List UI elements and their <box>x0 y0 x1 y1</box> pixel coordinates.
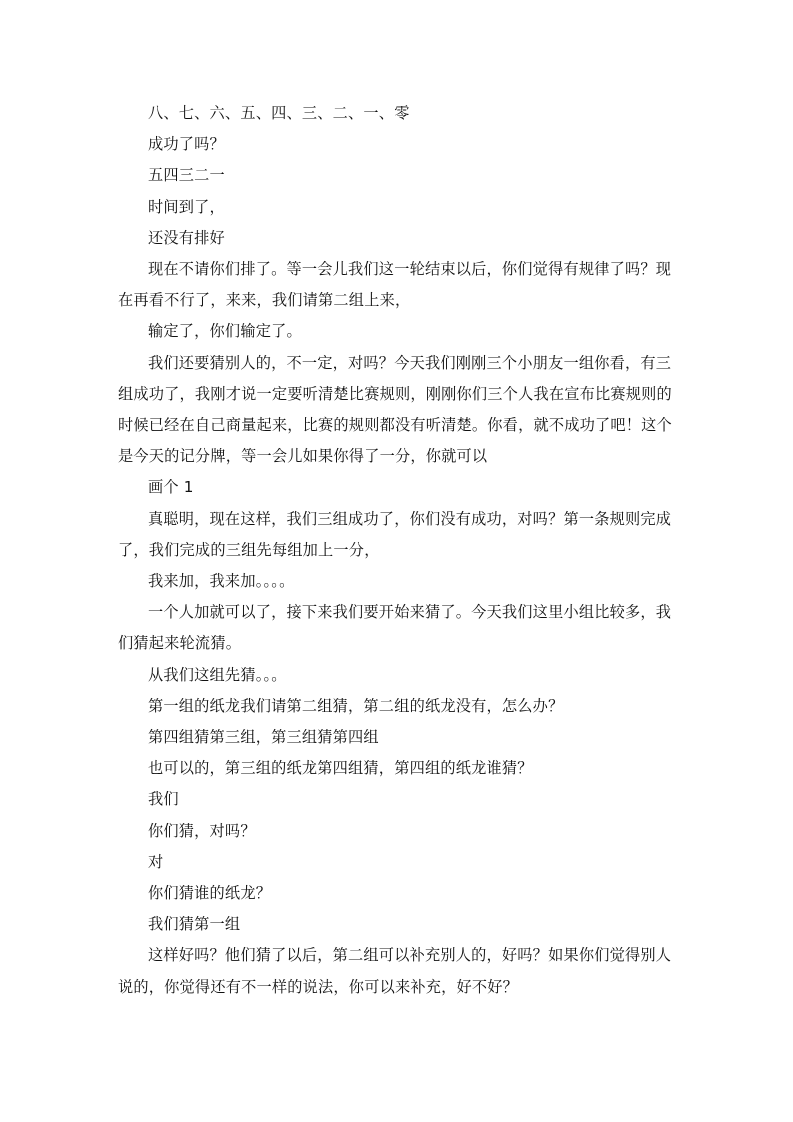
paragraph-10: 真聪明，现在这样，我们三组成功了，你们没有成功，对吗？第一条规则完成了，我们完成的三组先每组加上一分， <box>118 509 672 559</box>
document-body <box>118 98 678 1003</box>
paragraph-16: 也可以的，第三组的纸龙第四组猜，第四组的纸龙谁猜？ <box>148 759 533 778</box>
paragraph-4: 时间到了， <box>148 197 225 216</box>
paragraph-7: 输定了，你们输定了。 <box>148 322 302 341</box>
paragraph-22: 这样好吗？他们猜了以后，第二组可以补充别人的，好吗？如果你们觉得别人说的，你觉得还有不一样的说法，你可以来补充，好不好？ <box>118 946 672 996</box>
paragraph-9: 画个 1 <box>148 478 194 497</box>
paragraph-2: 成功了吗？ <box>148 135 225 154</box>
paragraph-6: 现在不请你们排了。等一会儿我们这一轮结束以后，你们觉得有规律了吗？现在再看不行了，来来，我们请第二组上来， <box>118 260 672 310</box>
paragraph-18: 你们猜，对吗？ <box>148 821 256 840</box>
paragraph-5: 还没有排好 <box>148 228 225 247</box>
paragraph-1: 八、七、六、五、四、三、二、一、零 <box>148 104 410 122</box>
paragraph-13: 从我们这组先猜。。。 <box>148 665 287 684</box>
paragraph-15: 第四组猜第三组，第三组猜第四组 <box>148 728 379 747</box>
paragraph-20: 你们猜谁的纸龙？ <box>148 884 272 903</box>
paragraph-17: 我们 <box>148 790 179 809</box>
paragraph-11: 我来加，我来加。。。。 <box>148 572 295 591</box>
paragraph-21: 我们猜第一组 <box>148 915 241 934</box>
paragraph-8: 我们还要猜别人的，不一定，对吗？今天我们刚刚三个小朋友一组你看，有三组成功了，我刚才说一定要听清楚比赛规则，刚刚你们三个人我在宣布比赛规则的时候已经在自己商量起来，比赛的规则都没有听清楚。你看，就不成功了吧！这个是今天的记分牌，等一会儿如果你得了一分，你就可以 <box>118 353 672 466</box>
paragraph-14: 第一组的纸龙我们请第二组猜，第二组的纸龙没有，怎么办？ <box>148 696 564 715</box>
paragraph-3: 五四三二一 <box>148 166 225 185</box>
paragraph-19: 对 <box>148 852 164 871</box>
paragraph-12: 一个人加就可以了，接下来我们要开始来猜了。今天我们这里小组比较多，我们猜起来轮流猜。 <box>118 603 672 653</box>
